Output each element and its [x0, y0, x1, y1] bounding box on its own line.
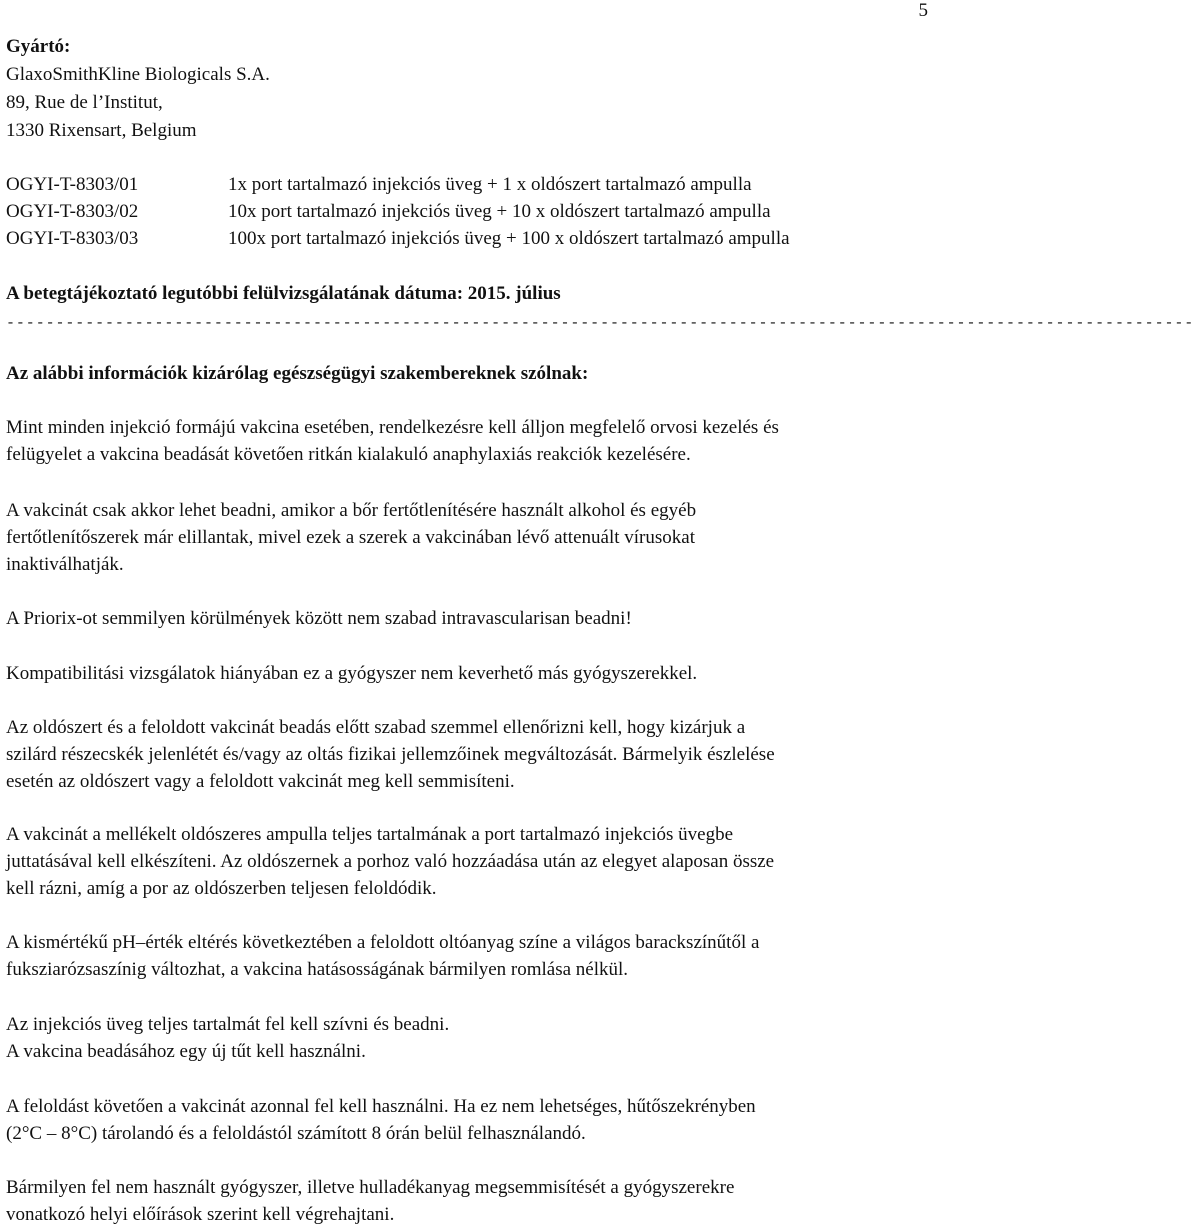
authorization-list — [6, 171, 956, 252]
paragraph-line: A Priorix-ot semmilyen körülmények között nem szabad intravascularisan beadni! — [6, 608, 632, 629]
paragraph-line: Az injekciós üveg teljes tartalmát fel kell szívni és beadni. — [6, 1014, 450, 1035]
authorization-row — [6, 171, 956, 198]
review-date: A betegtájékoztató legutóbbi felülvizsgálatának dátuma: 2015. július — [6, 283, 561, 304]
paragraph-line: Az oldószert és a feloldott vakcinát beadás előtt szabad szemmel ellenőrizni kell, hogy kizárjuk a — [6, 717, 746, 738]
paragraph-line: (2°C – 8°C) tárolandó és a feloldástól számított 8 órán belül felhasználandó. — [6, 1123, 586, 1144]
authorization-code: OGYI-T-8303/01 — [6, 174, 139, 195]
authorization-description: 1x port tartalmazó injekciós üveg + 1 x oldószert tartalmazó ampulla — [228, 174, 752, 195]
paragraph-inspection — [6, 714, 956, 795]
authorization-description: 10x port tartalmazó injekciós üveg + 10 x oldószert tartalmazó ampulla — [228, 201, 771, 222]
paragraph-line: fertőtlenítőszerek már elillantak, mivel ezek a szerek a vakcinában lévő attenuált vírusokat — [6, 527, 695, 548]
page-number: 5 — [918, 0, 928, 21]
paragraph-line: Bármilyen fel nem használt gyógyszer, illetve hulladékanyag megsemmisítését a gyógyszerekre — [6, 1177, 735, 1198]
hcp-heading: Az alábbi információk kizárólag egészségügyi szakembereknek szólnak: — [6, 363, 589, 384]
paragraph-line: kell rázni, amíg a por az oldószerben teljesen feloldódik. — [6, 878, 437, 899]
paragraph-ph-color — [6, 929, 956, 983]
paragraph-line: felügyelet a vakcina beadását követően ritkán kialakuló anaphylaxiás reakciók kezelésére. — [6, 444, 691, 465]
paragraph-disposal — [6, 1174, 956, 1228]
authorization-code: OGYI-T-8303/02 — [6, 201, 139, 222]
paragraph-line: inaktiválhatják. — [6, 554, 124, 575]
paragraph-disinfectant — [6, 497, 956, 578]
paragraph-line: juttatásával kell elkészíteni. Az oldószernek a porhoz való hozzáadása után az elegyet alaposan össze — [6, 851, 775, 872]
paragraph-administration — [6, 1011, 956, 1065]
paragraph-line: esetén az oldószert vagy a feloldott vakcinát meg kell semmisíteni. — [6, 771, 515, 792]
paragraph-anaphylaxis — [6, 414, 956, 468]
paragraph-line: vonatkozó helyi előírások szerint kell végrehajtani. — [6, 1204, 395, 1225]
paragraph-line: A vakcinát csak akkor lehet beadni, amikor a bőr fertőtlenítésére használt alkohol és egyéb — [6, 500, 697, 521]
paragraph-line: fuksziarózsaszínig változhat, a vakcina hatásosságának bármilyen romlása nélkül. — [6, 959, 629, 980]
paragraph-reconstitution — [6, 821, 956, 902]
manufacturer-street: 89, Rue de l’Institut, — [6, 92, 163, 113]
authorization-description: 100x port tartalmazó injekciós üveg + 100 x oldószert tartalmazó ampulla — [228, 228, 790, 249]
paragraph-line: A feloldást követően a vakcinát azonnal fel kell használni. Ha ez nem lehetséges, hűtőszekrényben — [6, 1096, 756, 1117]
authorization-row — [6, 225, 956, 252]
paragraph-line: Kompatibilitási vizsgálatok hiányában ez a gyógyszer nem keverhető más gyógyszerekkel. — [6, 663, 698, 684]
section-divider: ------------------------------------------------------------------------------------------------------------------------ — [6, 315, 1194, 332]
paragraph-line: A vakcina beadásához egy új tűt kell használni. — [6, 1041, 366, 1062]
paragraph-line: szilárd részecskék jelenlétét és/vagy az oltás fizikai jellemzőinek megváltozását. Bármelyik észlelése — [6, 744, 775, 765]
paragraph-intravascular — [6, 605, 956, 632]
paragraph-line: A vakcinát a mellékelt oldószeres ampulla teljes tartalmának a port tartalmazó injekciós üvegbe — [6, 824, 734, 845]
manufacturer-name: GlaxoSmithKline Biologicals S.A. — [6, 64, 270, 85]
paragraph-line: Mint minden injekció formájú vakcina esetében, rendelkezésre kell álljon megfelelő orvosi kezelés és — [6, 417, 779, 438]
manufacturer-address — [6, 61, 956, 145]
manufacturer-city: 1330 Rixensart, Belgium — [6, 120, 197, 141]
paragraph-storage — [6, 1093, 956, 1147]
paragraph-line: A kismértékű pH–érték eltérés következtében a feloldott oltóanyag színe a világos barackszínűtől a — [6, 932, 760, 953]
authorization-row — [6, 198, 956, 225]
manufacturer-label: Gyártó: — [6, 36, 71, 57]
paragraph-compatibility — [6, 660, 956, 687]
authorization-code: OGYI-T-8303/03 — [6, 228, 139, 249]
